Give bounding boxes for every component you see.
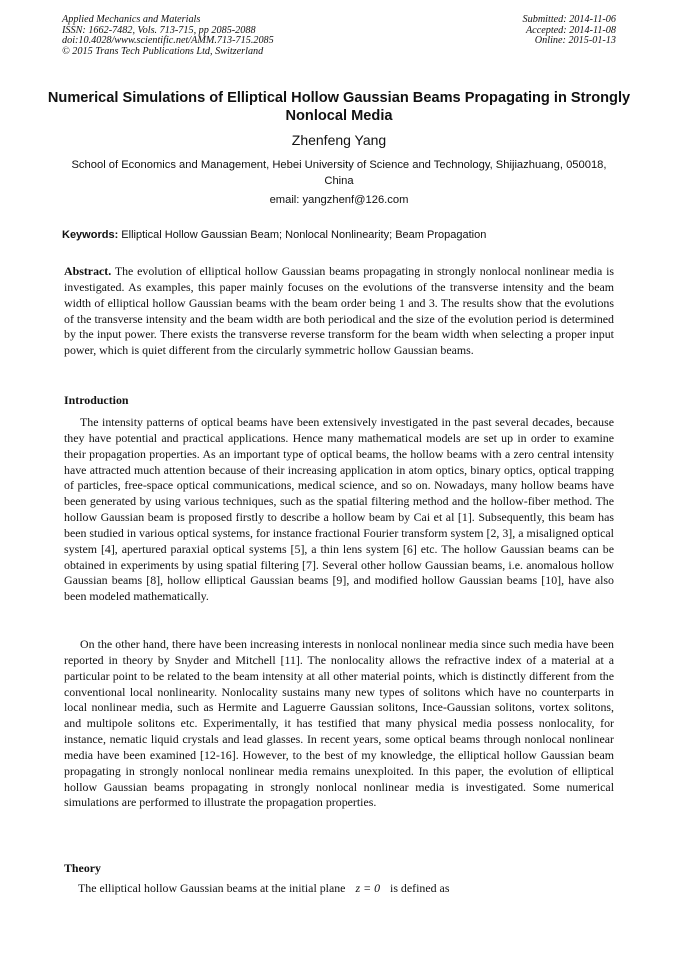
theory-text-after: is defined as [390,881,450,895]
journal-header [62,15,274,57]
author-name: Zhenfeng Yang [291,132,387,148]
theory-text-before: The elliptical hollow Gaussian beams at the initial plane [78,881,346,895]
author-email: email: yangzhenf@126.com [269,194,409,206]
submitted-date: Submitted: 2014-11-06 [522,14,616,25]
abstract-text: The evolution of elliptical hollow Gaussian beams propagating in strongly nonlocal nonlinear media is investigated. As examples, this paper mainly focuses on the evolutions of the transverse intensity and the beam width of elliptical hollow Gaussian beams with the beam order being 1 and 3. The results show that the evolutions of the transverse intensity and the beam width are both periodical and the size of the evolution period is determined by the input power. There exists the transverse reverse transform for the beam width when selecting a proper input power, which is quiet different from the circularly symmetric hollow Gaussian beams. [64,264,614,358]
journal-name: Applied Mechanics and Materials [62,14,201,25]
introduction-paragraph: On the other hand, there have been increasing interests in nonlocal nonlinear media since such media have been reported in theory by Snyder and Mitchell [11]. The nonlocality allows the refractive index of a material at a particular point to be related to the beam intensity at all other material points, which is distinctly different from the conventional local nonlinearity. Nonlocality sustains many new types of solitons which have no counterparts in local nonlinear media, such as Hermite and Laguerre Gaussian solitons, Ince-Gaussian solitons, vortex solitons, and multipole solitons etc. Experimentally, it has testified that many physical media possess nonlocality, for instance, nematic liquid crystals and lead glasses. In recent years, some optical beams through nonlocal nonlinear media have been examined [12-16]. However, to the best of my knowledge, the elliptical hollow Gaussian beam propagating in strongly nonlocal nonlinear media remains unexploited. In this paper, the evolution of elliptical hollow Gaussian beams propagating in strongly nonlocal nonlinear media is investigated. Some numerical simulations are performed to illustrate the propagation properties. [64,637,614,810]
dates-header [523,15,616,47]
abstract-label: Abstract. [64,264,112,278]
abstract [64,264,614,359]
keywords-text: Elliptical Hollow Gaussian Beam; Nonlocal Nonlinearity; Beam Propagation [118,229,487,241]
introduction-heading: Introduction [64,393,129,407]
issn-line: ISSN: 1662-7482, Vols. 713-715, pp 2085-2088 [62,24,256,36]
accepted-date: Accepted: 2014-11-08 [525,24,616,36]
introduction-paragraph: The intensity patterns of optical beams have been extensively investigated in the past several decades, because they have potential and practical applications. Hence many mathematical models are set up in order to examine their propagation properties. As an important type of optical beams, the hollow beams with a zero central intensity have attracted much attention because of their increasing application in atom optics, binary optics, optical trapping of particles, free-space optical communications, medical science, and so on. Nowadays, many hollow beams have been generated by using various techniques, such as the spatial filtering method and the hollow-fiber method. The hollow Gaussian beam is proposed firstly to describe a hollow beam by Cai et al [1]. Subsequently, this beam has been studied in various optical systems, for instance fractional Fourier transform system [2, 3], a misaligned optical system [4], apertured paraxial optical systems [5], a thin lens system [6] etc. The hollow Gaussian beams can be obtained in experiments by using spatial filtering [7]. Several other hollow Gaussian beams, i.e. anomalous hollow Gaussian beams [8], hollow elliptical Gaussian beams [9], and modified hollow Gaussian beams [10], have also been modeled mathematically. [64,415,614,604]
online-date: Online: 2015-01-13 [534,35,616,46]
keywords-label: Keywords: [62,229,119,241]
keywords [62,229,618,241]
author-affiliation: School of Economics and Management, Hebei University of Science and Technology, Shijiazhuang, 050018, China [71,159,607,187]
copyright-line: © 2015 Trans Tech Publications Ltd, Switzerland [62,45,264,57]
theory-heading: Theory [64,861,101,875]
math-expression: z = 0 [355,881,381,895]
doi-line: doi:10.4028/www.scientific.net/AMM.713-715.2085 [62,35,274,46]
paper-title: Numerical Simulations of Elliptical Hollow Gaussian Beams Propagating in Strongly Nonlocal Media [47,90,631,124]
theory-text [78,881,618,896]
